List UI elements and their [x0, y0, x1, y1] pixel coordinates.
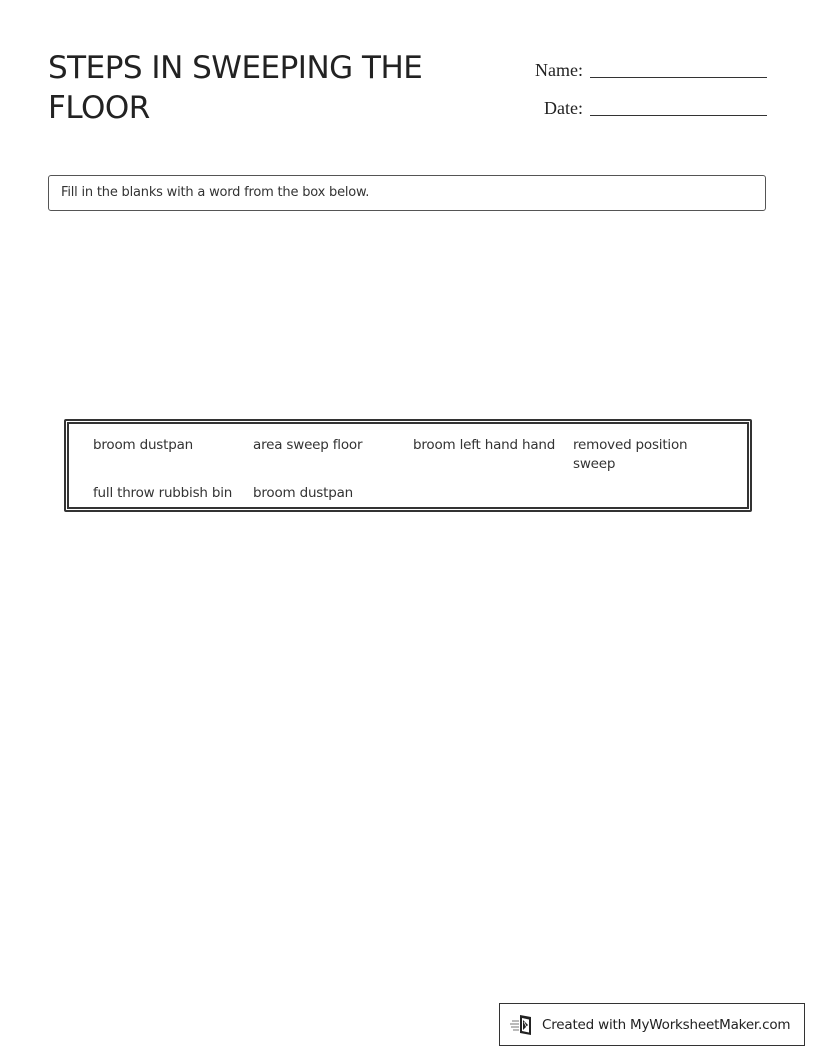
word-bank-item: broom left hand hand [413, 437, 556, 453]
date-label: Date: [544, 98, 583, 118]
worksheet-maker-logo-icon [510, 1013, 536, 1037]
word-bank-item: full throw rubbish bin [93, 485, 233, 501]
word-bank-item: broom dustpan [253, 485, 354, 501]
instructions-box [48, 175, 766, 211]
name-input-line[interactable] [590, 76, 767, 78]
student-info-fields [520, 50, 770, 126]
word-bank-item: removed position sweep [573, 437, 688, 472]
name-field[interactable] [520, 50, 770, 88]
worksheet-title: STEPS IN SWEEPING THE FLOOR [48, 50, 423, 126]
instructions-text: Fill in the blanks with a word from the box below. [61, 185, 370, 200]
date-field[interactable] [520, 88, 770, 126]
name-label: Name: [535, 60, 583, 80]
word-bank-grid [93, 436, 723, 503]
word-bank-item: broom dustpan [93, 437, 194, 453]
created-with-text[interactable]: Created with MyWorksheetMaker.com [542, 1016, 791, 1033]
created-with-badge[interactable] [499, 1003, 805, 1046]
word-bank-item: area sweep floor [253, 437, 363, 453]
date-input-line[interactable] [590, 114, 767, 116]
word-bank-box [64, 419, 752, 512]
